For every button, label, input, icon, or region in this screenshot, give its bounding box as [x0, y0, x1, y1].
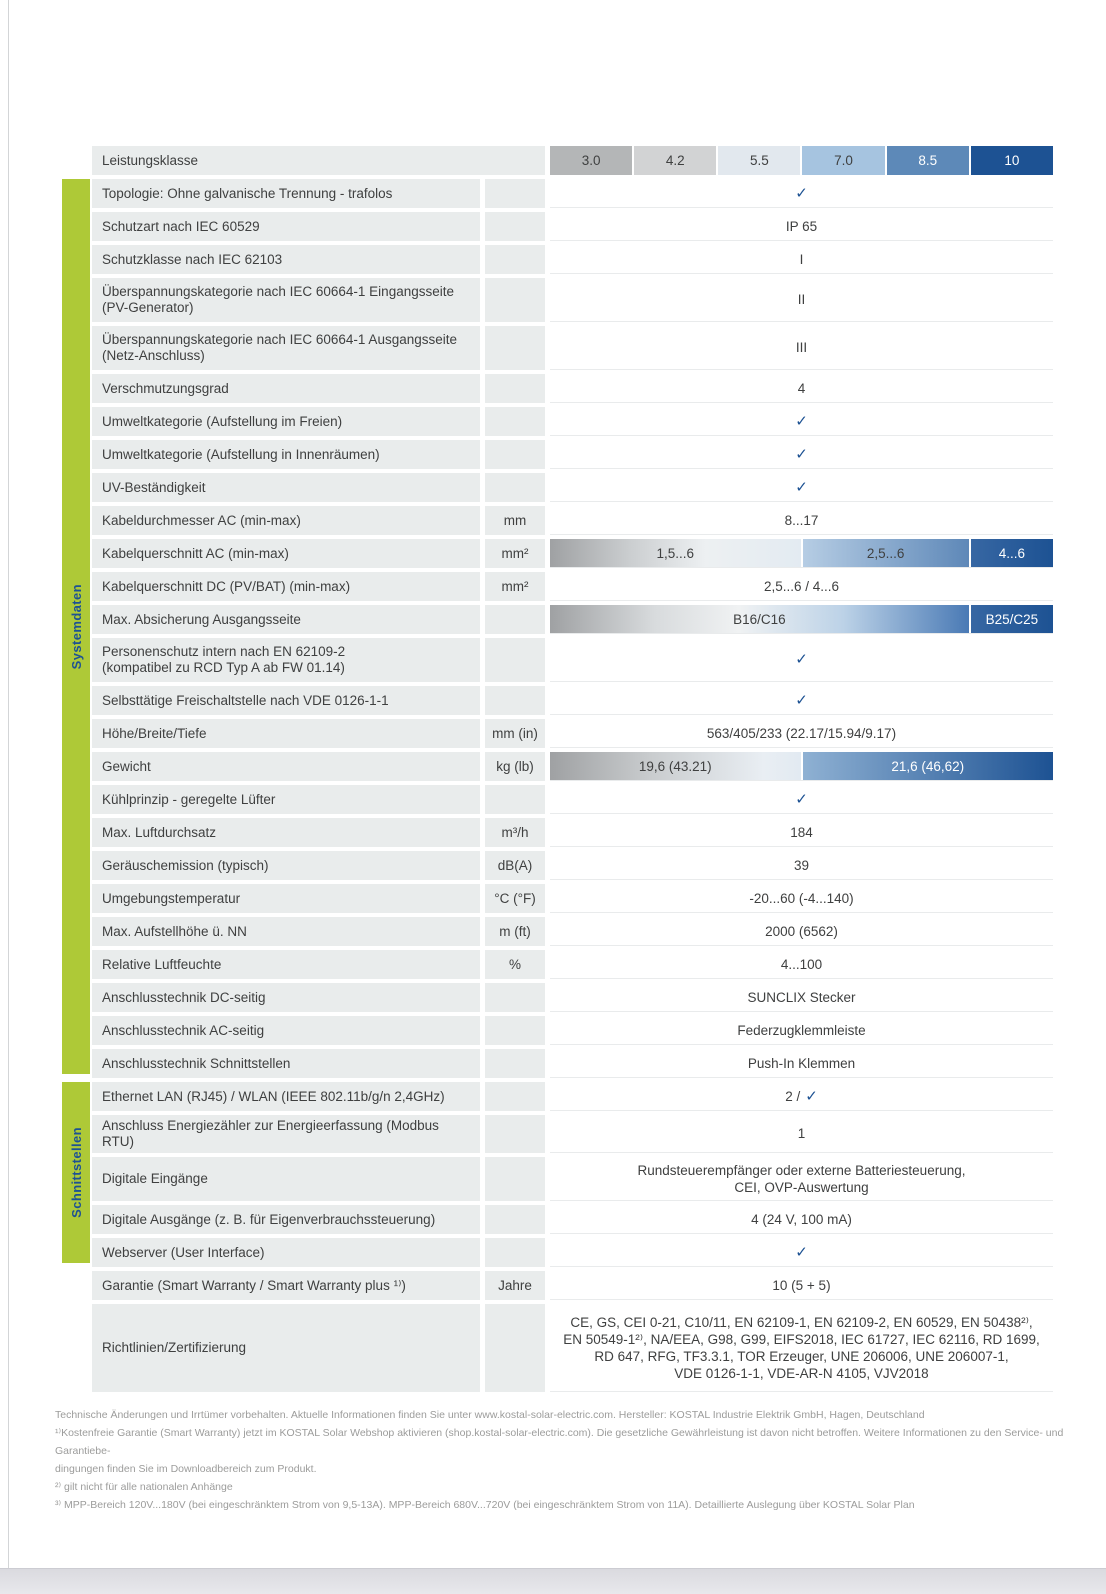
- table-sections: [68, 179, 1053, 1392]
- row-value: [550, 1049, 1053, 1078]
- row-value: [550, 1082, 1053, 1111]
- row-label-line: UV-Beständigkeit: [102, 479, 206, 495]
- table-row: [92, 1205, 1053, 1234]
- row-label-line: Kabelquerschnitt AC (min-max): [102, 545, 289, 561]
- value-text: 4...100: [780, 956, 823, 972]
- value-text: 2,5...6 / 4...6: [763, 578, 840, 594]
- row-unit: [485, 638, 545, 682]
- row-label-line: Höhe/Breite/Tiefe: [102, 725, 207, 741]
- row-label-line: Umgebungstemperatur: [102, 890, 241, 906]
- row-value: [550, 440, 1053, 469]
- value-text: 4 (24 V, 100 mA): [751, 1211, 852, 1227]
- power-class-label: 10: [1004, 153, 1020, 168]
- table-header-row: [92, 146, 1053, 175]
- row-label-line: Kabelquerschnitt DC (PV/BAT) (min-max): [102, 578, 351, 594]
- checkmark-icon: ✓: [795, 651, 808, 668]
- row-unit: [485, 1205, 545, 1234]
- row-value: [550, 638, 1053, 682]
- row-unit: [485, 374, 545, 403]
- row-label: [92, 884, 480, 913]
- value-cell: [550, 1115, 1053, 1152]
- row-label: [92, 818, 480, 847]
- value-segment: [550, 752, 801, 780]
- value-cell: [550, 785, 1053, 813]
- value-cell: [550, 374, 1053, 402]
- value-text: 39: [793, 857, 810, 873]
- checkmark-icon: ✓: [795, 445, 808, 463]
- footnote: Technische Änderungen und Irrtümer vorbehalten. Aktuelle Informationen finden Sie unter www.kostal-solar-electric.com. Hersteller: KOSTAL Industrie Elektrik GmbH, Hagen, Deutschland: [55, 1409, 925, 1421]
- value-text: Federzugklemmleiste: [737, 1022, 866, 1038]
- row-unit: [485, 1115, 545, 1153]
- value-cell: [550, 884, 1053, 912]
- row-label: [92, 1205, 480, 1234]
- row-unit: m³/h: [485, 818, 545, 847]
- row-label-line: Personenschutz intern nach EN 62109-2: [102, 644, 346, 659]
- checkmark-icon: ✓: [795, 412, 808, 430]
- row-unit: [485, 179, 545, 208]
- table-row: [92, 1115, 1053, 1153]
- row-unit: mm²: [485, 572, 545, 601]
- value-text: 8...17: [784, 512, 819, 528]
- row-value: [550, 983, 1053, 1012]
- table-row: [92, 473, 1053, 502]
- row-value: [550, 407, 1053, 436]
- row-label-line: Verschmutzungsgrad: [102, 380, 229, 396]
- value-text: 2 /: [785, 1088, 801, 1104]
- row-label: [92, 1157, 480, 1201]
- value-cell: [550, 245, 1053, 273]
- row-label: [92, 374, 480, 403]
- value-line: EN 50549-1²⁾, NA/EEA, G98, G99, EIFS2018, IEC 61727, IEC 62116, RD 1699,: [563, 1331, 1040, 1347]
- table-row: [92, 1082, 1053, 1111]
- row-unit: [485, 983, 545, 1012]
- value-text: IP 65: [785, 218, 818, 234]
- row-unit: kg (lb): [485, 752, 545, 781]
- row-label: [92, 1238, 480, 1267]
- row-label-line: Selbsttätige Freischaltstelle nach VDE 0126-1-1: [102, 692, 389, 708]
- table-row: [92, 851, 1053, 880]
- power-class-label: 7.0: [834, 153, 853, 168]
- row-label-line: Umweltkategorie (Aufstellung im Freien): [102, 413, 343, 429]
- value-cell: [550, 572, 1053, 600]
- row-value: [550, 1016, 1053, 1045]
- footnote: ¹⁾Kostenfreie Garantie (Smart Warranty) jetzt im KOSTAL Solar Webshop aktivieren (shop.kostal-solar-electric.com). Die gesetzliche Gewährleistung ist davon nicht betroffen. Weitere Informationen zu den Service- und Garantiebe-: [55, 1427, 1064, 1457]
- table-row: [92, 785, 1053, 814]
- row-label: [92, 326, 480, 370]
- value-cell: [550, 407, 1053, 435]
- value-cell: [550, 1016, 1053, 1044]
- footnote: ²⁾ gilt nicht für alle nationalen Anhänge: [55, 1481, 233, 1493]
- row-unit: dB(A): [485, 851, 545, 880]
- value-cell: [550, 1271, 1053, 1299]
- table-row: [92, 572, 1053, 601]
- row-label: [92, 278, 480, 322]
- row-value: [550, 1304, 1053, 1392]
- spec-table: [68, 146, 1053, 1392]
- table-row: [92, 1238, 1053, 1267]
- row-label-line: Umweltkategorie (Aufstellung in Innenräumen): [102, 446, 380, 462]
- row-unit: mm²: [485, 539, 545, 568]
- table-row: [92, 539, 1053, 568]
- segment-text: B25/C25: [985, 611, 1039, 627]
- row-label-line: Ethernet LAN (RJ45) / WLAN (IEEE 802.11b/g/n 2,4GHz): [102, 1088, 445, 1104]
- table-row: [92, 179, 1053, 208]
- table-row: [92, 605, 1053, 634]
- section-sidebar-label: Schnittstellen: [68, 1127, 84, 1218]
- value-segment: [971, 605, 1053, 633]
- row-label-line: Anschlusstechnik DC-seitig: [102, 989, 266, 1005]
- segment-text: 4...6: [998, 545, 1026, 561]
- row-value: [550, 212, 1053, 241]
- value-segment: [803, 752, 1054, 780]
- row-value: [550, 686, 1053, 715]
- value-segment: [803, 539, 969, 567]
- row-value: [550, 719, 1053, 748]
- table-row: [92, 245, 1053, 274]
- row-unit: [485, 1238, 545, 1267]
- row-label: [92, 179, 480, 208]
- row-label-line: (PV-Generator): [102, 300, 194, 315]
- value-cell: [550, 506, 1053, 534]
- row-label: [92, 1016, 480, 1045]
- row-label: [92, 983, 480, 1012]
- row-value: [550, 917, 1053, 946]
- row-label-line: Gewicht: [102, 758, 151, 774]
- row-unit: [485, 785, 545, 814]
- row-label-line: Webserver (User Interface): [102, 1244, 265, 1260]
- row-label-line: Überspannungskategorie nach IEC 60664-1 Eingangsseite: [102, 284, 454, 299]
- row-label-line: Kabeldurchmesser AC (min-max): [102, 512, 301, 528]
- value-line: Rundsteuerempfänger oder externe Batteriesteuerung,: [637, 1162, 966, 1178]
- table-row: [92, 983, 1053, 1012]
- row-label-line: Max. Luftdurchsatz: [102, 824, 217, 840]
- value-segment: [550, 539, 801, 567]
- table-row: [92, 440, 1053, 469]
- value-line: RD 647, RFG, TF3.3.1, TOR Erzeuger, UNE 206006, UNE 206007-1,: [594, 1348, 1009, 1364]
- row-label-line: Max. Aufstellhöhe ü. NN: [102, 923, 247, 939]
- table-row: [92, 917, 1053, 946]
- value-cell: [550, 1049, 1053, 1077]
- row-label: [92, 212, 480, 241]
- row-value: [550, 785, 1053, 814]
- segment-text: 21,6 (46,62): [891, 758, 965, 774]
- row-value: [550, 752, 1053, 781]
- row-value: [550, 245, 1053, 274]
- row-unit: [485, 1157, 545, 1201]
- row-value: [550, 506, 1053, 535]
- checkmark-icon: ✓: [795, 1243, 808, 1261]
- row-label-line: Schutzklasse nach IEC 62103: [102, 251, 283, 267]
- value-cell: [550, 1082, 1053, 1110]
- row-value: [550, 1157, 1053, 1201]
- table-row: [92, 326, 1053, 370]
- table-row: [92, 1016, 1053, 1045]
- row-label-line: Richtlinien/Zertifizierung: [102, 1340, 247, 1355]
- value-cell: [550, 1157, 1053, 1200]
- row-value: [550, 950, 1053, 979]
- row-label-line: Anschlusstechnik Schnittstellen: [102, 1055, 291, 1071]
- power-class-7.0: [802, 146, 884, 175]
- page-bottom-bar: [0, 1568, 1106, 1594]
- power-class-10: [971, 146, 1053, 175]
- value-segment: [550, 605, 969, 633]
- row-label: [92, 917, 480, 946]
- section-systemdaten: [68, 179, 1053, 1078]
- value-text: I: [799, 251, 804, 267]
- value-cell: [550, 179, 1053, 207]
- row-unit: mm: [485, 506, 545, 535]
- segment-text: B16/C16: [733, 611, 786, 627]
- row-label: [92, 1304, 480, 1392]
- row-value: [550, 278, 1053, 322]
- row-value: [550, 1238, 1053, 1267]
- row-unit: [485, 473, 545, 502]
- row-label-line: Garantie (Smart Warranty / Smart Warranty plus ¹⁾): [102, 1277, 406, 1293]
- value-cell: [550, 440, 1053, 468]
- row-label: [92, 950, 480, 979]
- row-label-line: Überspannungskategorie nach IEC 60664-1 Ausgangsseite: [102, 332, 457, 347]
- value-cell: [550, 917, 1053, 945]
- row-label-line: Schutzart nach IEC 60529: [102, 218, 260, 234]
- value-text: SUNCLIX Stecker: [747, 989, 856, 1005]
- value-text: 184: [790, 824, 813, 840]
- row-unit: mm (in): [485, 719, 545, 748]
- row-unit: °C (°F): [485, 884, 545, 913]
- row-label-line: Digitale Eingänge: [102, 1171, 208, 1186]
- footnote: dingungen finden Sie im Downloadbereich zum Produkt.: [55, 1463, 317, 1475]
- row-unit: [485, 278, 545, 322]
- value-segments: [550, 605, 1053, 633]
- value-cell: [550, 1304, 1053, 1391]
- value-cell: [550, 851, 1053, 879]
- power-class-8.5: [887, 146, 969, 175]
- power-class-label: 5.5: [750, 153, 769, 168]
- row-unit: [485, 605, 545, 634]
- row-label: [92, 539, 480, 568]
- row-label-line: (kompatibel zu RCD Typ A ab FW 01.14): [102, 660, 345, 675]
- row-label: [92, 785, 480, 814]
- row-label: [92, 1082, 480, 1111]
- row-label: [92, 605, 480, 634]
- value-cell: [550, 1205, 1053, 1233]
- power-class-label: 4.2: [665, 153, 685, 168]
- row-unit: [485, 1304, 545, 1392]
- row-value: [550, 605, 1053, 634]
- table-row: [92, 686, 1053, 715]
- section-general: [92, 1271, 1053, 1392]
- table-row: [92, 1049, 1053, 1078]
- checkmark-icon: ✓: [795, 478, 808, 496]
- row-value: [550, 1271, 1053, 1300]
- value-cell: [550, 983, 1053, 1011]
- table-row: [92, 212, 1053, 241]
- value-text: III: [795, 340, 808, 355]
- row-label: [92, 719, 480, 748]
- value-cell: [550, 719, 1053, 747]
- table-row: [92, 1304, 1053, 1392]
- table-row: [92, 950, 1053, 979]
- power-class-label: 8.5: [918, 153, 938, 168]
- power-class-cells: [550, 146, 1053, 175]
- power-class-4.2: [634, 146, 716, 175]
- row-value: [550, 1205, 1053, 1234]
- table-row: [92, 374, 1053, 403]
- value-text: 4: [797, 380, 806, 396]
- section-sidebar-label: Systemdaten: [68, 583, 84, 670]
- row-label: [92, 752, 480, 781]
- row-label-line: Anschlusstechnik AC-seitig: [102, 1022, 265, 1038]
- value-cell: [550, 473, 1053, 501]
- segment-text: 19,6 (43.21): [638, 758, 712, 774]
- table-row: [92, 638, 1053, 682]
- row-label: [92, 638, 480, 682]
- row-label-line: (Netz-Anschluss): [102, 348, 205, 363]
- row-label-line: Relative Luftfeuchte: [102, 956, 222, 972]
- row-label-line: Geräuschemission (typisch): [102, 857, 269, 873]
- value-cell: [550, 950, 1053, 978]
- row-value: [550, 179, 1053, 208]
- section-schnittstellen: [68, 1082, 1053, 1267]
- row-value: [550, 884, 1053, 913]
- row-value: [550, 1115, 1053, 1153]
- checkmark-icon: ✓: [795, 691, 808, 709]
- header-label-text: Leistungsklasse: [102, 152, 199, 168]
- segment-text: 2,5...6: [866, 545, 905, 561]
- row-unit: Jahre: [485, 1271, 545, 1300]
- row-label-line: Anschluss Energiezähler zur Energieerfassung (Modbus RTU): [102, 1118, 439, 1149]
- value-text: -20...60 (-4...140): [749, 890, 854, 906]
- row-value: [550, 851, 1053, 880]
- row-unit: [485, 245, 545, 274]
- row-value: [550, 539, 1053, 568]
- row-label-line: Topologie: Ohne galvanische Trennung - trafolos: [102, 185, 393, 201]
- value-line: CE, GS, CEI 0-21, C10/11, EN 62109-1, EN 62109-2, EN 60529, EN 50438²⁾,: [570, 1314, 1033, 1330]
- page-left-edge: [8, 0, 9, 1594]
- row-unit: [485, 326, 545, 370]
- row-unit: [485, 1016, 545, 1045]
- section-sidebar: [62, 1082, 90, 1263]
- value-line: CEI, OVP-Auswertung: [734, 1179, 869, 1195]
- table-row: [92, 1271, 1053, 1300]
- row-value: [550, 572, 1053, 601]
- section-sidebar: [62, 179, 90, 1074]
- value-segment: [971, 539, 1053, 567]
- row-unit: [485, 1049, 545, 1078]
- value-cell: [550, 212, 1053, 240]
- value-cell: [550, 326, 1053, 369]
- row-label: [92, 440, 480, 469]
- row-value: [550, 473, 1053, 502]
- value-text: II: [797, 292, 806, 307]
- row-unit: [485, 212, 545, 241]
- row-unit: [485, 440, 545, 469]
- table-row: [92, 884, 1053, 913]
- value-line: VDE 0126-1-1, VDE-AR-N 4105, VJV2018: [674, 1365, 929, 1381]
- segment-text: 1,5...6: [656, 545, 695, 561]
- row-label: [92, 686, 480, 715]
- table-row: [92, 719, 1053, 748]
- value-cell: [550, 1238, 1053, 1266]
- value-segments: [550, 539, 1053, 567]
- table-row: [92, 278, 1053, 322]
- value-cell: [550, 638, 1053, 681]
- header-leistungsklasse-label: [92, 146, 545, 175]
- row-label: [92, 851, 480, 880]
- value-text: 1: [797, 1126, 806, 1141]
- checkmark-icon: ✓: [805, 1087, 818, 1105]
- table-row: [92, 818, 1053, 847]
- row-unit: %: [485, 950, 545, 979]
- footnote: ³⁾ MPP-Bereich 120V...180V (bei eingeschränktem Strom von 9,5-13A). MPP-Bereich 680V...720V (bei eingeschränktem Strom von 11A). Detaillierte Auslegung über KOSTAL Solar Plan: [55, 1499, 915, 1511]
- row-label: [92, 407, 480, 436]
- table-row: [92, 506, 1053, 535]
- row-label: [92, 506, 480, 535]
- table-row: [92, 1157, 1053, 1201]
- row-label-line: Kühlprinzip - geregelte Lüfter: [102, 791, 276, 807]
- value-segments: [550, 752, 1053, 780]
- value-text: 10 (5 + 5): [772, 1277, 831, 1293]
- power-class-3.0: [550, 146, 632, 175]
- row-label: [92, 245, 480, 274]
- row-label: [92, 1271, 480, 1300]
- row-label: [92, 1049, 480, 1078]
- row-unit: m (ft): [485, 917, 545, 946]
- row-label: [92, 572, 480, 601]
- table-row: [92, 752, 1053, 781]
- value-cell: [550, 818, 1053, 846]
- row-value: [550, 326, 1053, 370]
- value-text: 563/405/233 (22.17/15.94/9.17): [706, 725, 897, 741]
- row-unit: [485, 1082, 545, 1111]
- row-value: [550, 818, 1053, 847]
- power-class-label: 3.0: [581, 153, 601, 168]
- row-unit: [485, 686, 545, 715]
- power-class-5.5: [718, 146, 800, 175]
- value-cell: [550, 278, 1053, 321]
- checkmark-icon: ✓: [795, 790, 808, 808]
- value-cell: [550, 686, 1053, 714]
- row-label-line: Max. Absicherung Ausgangsseite: [102, 611, 301, 627]
- footnotes: [55, 1406, 1066, 1514]
- row-unit: [485, 407, 545, 436]
- checkmark-icon: ✓: [795, 184, 808, 202]
- row-value: [550, 374, 1053, 403]
- row-label: [92, 1115, 480, 1153]
- row-label-line: Digitale Ausgänge (z. B. für Eigenverbrauchssteuerung): [102, 1211, 436, 1227]
- table-row: [92, 407, 1053, 436]
- value-text: 2000 (6562): [765, 923, 838, 939]
- value-text: Push-In Klemmen: [747, 1055, 856, 1071]
- row-label: [92, 473, 480, 502]
